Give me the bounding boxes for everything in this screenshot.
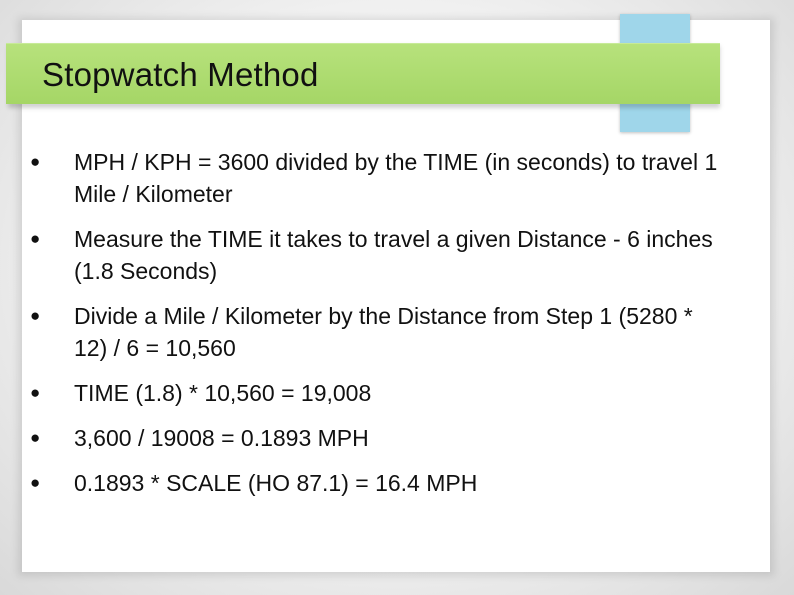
bullet-text: TIME (1.8) * 10,560 = 19,008 (74, 380, 372, 406)
bullet-text: 0.1893 * SCALE (HO 87.1) = 16.4 MPH (74, 470, 478, 496)
bullet-text: Measure the TIME it takes to travel a given Distance - 6 inches (1.8 Seconds) (74, 226, 732, 284)
bullet-icon: ● (30, 383, 41, 402)
bullet-text: 3,600 / 19008 = 0.1893 MPH (74, 425, 369, 451)
bullet-icon: ● (30, 229, 41, 248)
title-banner (6, 43, 720, 104)
bullet-item (28, 422, 718, 454)
bullet-icon: ● (30, 152, 41, 171)
bullet-text: MPH / KPH = 3600 divided by the TIME (in seconds) to travel 1 Mile / Kilometer (74, 149, 718, 207)
bullet-icon: ● (30, 306, 41, 325)
bullet-icon: ● (30, 428, 41, 447)
bullet-list (28, 146, 732, 512)
bullet-item (28, 223, 732, 287)
bullet-item (28, 467, 718, 499)
bullet-item (28, 146, 718, 210)
bullet-icon: ● (30, 473, 41, 492)
bullet-item (28, 377, 718, 409)
bullet-text: Divide a Mile / Kilometer by the Distance from Step 1 (5280 * 12) / 6 = 10,560 (74, 303, 693, 361)
bullet-item (28, 300, 718, 364)
slide-title: Stopwatch Method (42, 56, 319, 93)
